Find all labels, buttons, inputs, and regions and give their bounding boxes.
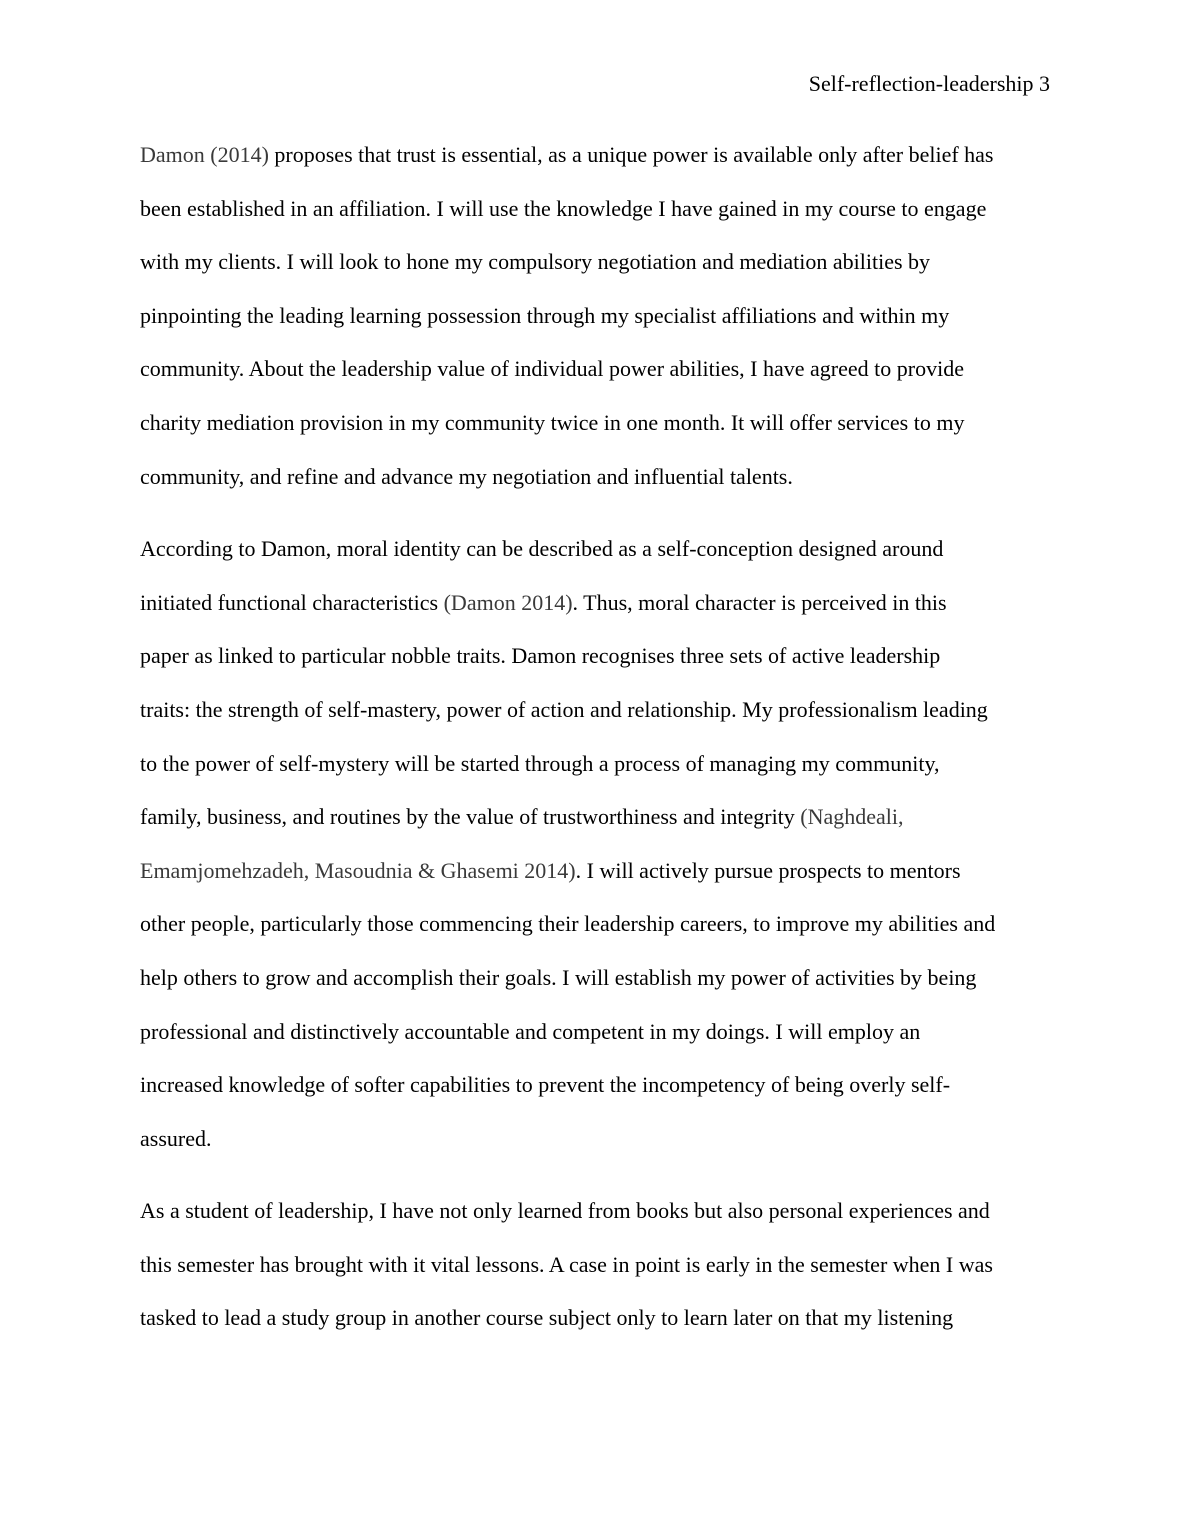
text-line: help others to grow and accomplish their goals. I will establish my power of activities by being [140,964,977,990]
text-line: tasked to lead a study group in another course subject only to learn later on that my listening [140,1305,954,1331]
paragraph-3 [140,1184,1050,1345]
text-line: increased knowledge of softer capabilities to prevent the incompetency of being overly self- [140,1072,951,1098]
text-line: paper as linked to particular nobble traits. Damon recognises three sets of active leadership [140,643,941,669]
paragraph-1 [140,128,1050,503]
citation: (Naghdeali, [800,804,904,830]
text-line: As a student of leadership, I have not only learned from books but also personal experiences and [140,1198,990,1224]
text-line: assured. [140,1125,212,1151]
text-line: family, business, and routines by the value of trustworthiness and integrity (Naghdeali, [140,804,904,830]
text-line: Emamjomehzadeh, Masoudnia & Ghasemi 2014). I will actively pursue prospects to mentors [140,857,961,883]
running-head: Self-reflection-leadership 3 [808,71,1050,96]
text-line: pinpointing the leading learning possession through my specialist affiliations and within my [140,302,950,328]
text-line: with my clients. I will look to hone my compulsory negotiation and mediation abilities by [140,249,931,275]
text-line: traits: the strength of self-mastery, power of action and relationship. My professionalism leading [140,696,988,722]
citation: Emamjomehzadeh, Masoudnia & Ghasemi 2014) [140,857,576,883]
paragraph-2 [140,522,1050,1165]
citation: (Damon 2014) [443,589,573,615]
text-line: initiated functional characteristics (Damon 2014). Thus, moral character is perceived in this [140,589,947,615]
text-line: this semester has brought with it vital lessons. A case in point is early in the semester when I was [140,1251,993,1277]
text-line: charity mediation provision in my community twice in one month. It will offer services to my [140,409,965,435]
text-line: community, and refine and advance my negotiation and influential talents. [140,463,793,489]
text-line: Damon (2014) proposes that trust is essential, as a unique power is available only after belief has [140,142,994,167]
citation: Damon (2014) [140,142,269,167]
paragraph-spacer [140,1165,1050,1184]
text-line: to the power of self-mystery will be started through a process of managing my community, [140,750,940,776]
text-line: professional and distinctively accountable and competent in my doings. I will employ an [140,1018,921,1044]
text-line: community. About the leadership value of individual power abilities, I have agreed to provide [140,356,964,382]
body-text [140,128,1050,1345]
text-line: other people, particularly those commencing their leadership careers, to improve my abilities and [140,911,996,937]
text-line: According to Damon, moral identity can be described as a self-conception designed around [140,536,944,562]
paragraph-spacer [140,503,1050,522]
text-line: been established in an affiliation. I will use the knowledge I have gained in my course to engage [140,195,987,221]
